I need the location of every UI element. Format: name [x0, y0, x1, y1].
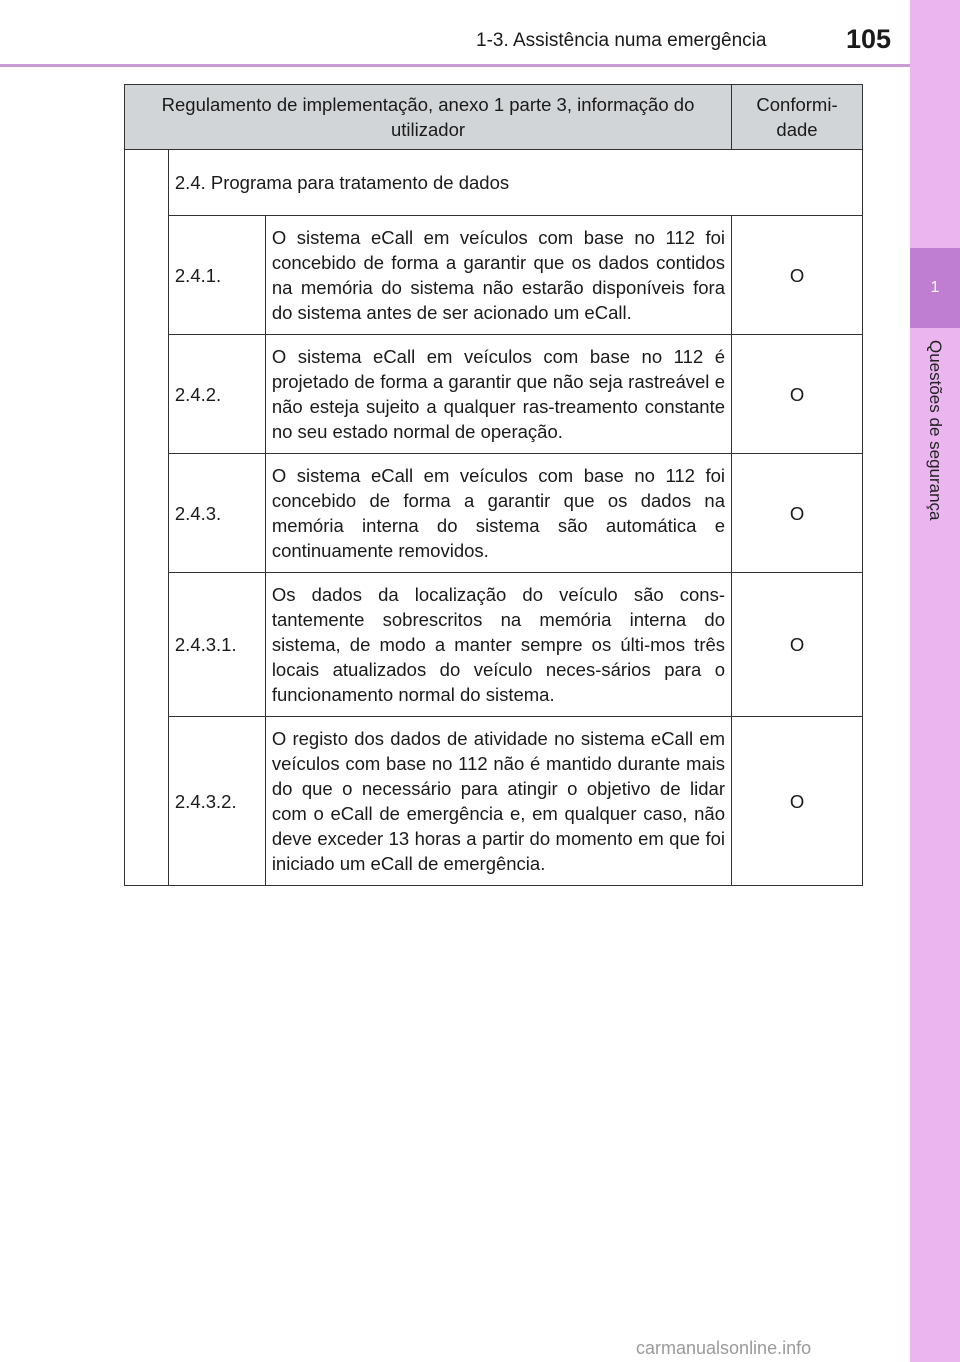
chapter-title: Questões de segurança	[926, 340, 945, 521]
regulation-table	[124, 84, 863, 886]
row-number: 2.4.1.	[168, 216, 265, 335]
table-row	[125, 717, 863, 886]
table-row	[125, 573, 863, 717]
chapter-title-container	[910, 340, 960, 570]
chapter-number: 1	[910, 248, 960, 328]
row-text: Os dados da localização do veículo são cons-tantemente sobrescritos na memória interna do sistema, de modo a manter sempre os últi-mos três locais atualizados do veículo neces-sários para o funcionamento normal do sistema.	[265, 573, 731, 717]
table-row	[125, 335, 863, 454]
section-title: 1-3. Assistência numa emergência	[476, 30, 767, 51]
row-number: 2.4.3.	[168, 454, 265, 573]
header-rule	[0, 64, 910, 67]
row-text: O sistema eCall em veículos com base no 112 foi concebido de forma a garantir que os dados contidos na memória do sistema não estarão disponíveis fora do sistema antes de ser acionado um eCall.	[265, 216, 731, 335]
regulation-header: Regulamento de implementação, anexo 1 parte 3, informação do utilizador	[125, 85, 732, 150]
row-conformity: O	[732, 573, 863, 717]
row-conformity: O	[732, 335, 863, 454]
table-row	[125, 454, 863, 573]
row-text: O registo dos dados de atividade no sistema eCall em veículos com base no 112 não é mantido durante mais do que o necessário para atingir o objetivo de lidar com o eCall de emergência e, em qualquer caso, não deve exceder 13 horas a partir do momento em que foi iniciado um eCall de emergência.	[265, 717, 731, 886]
indent-cell	[125, 150, 169, 886]
row-conformity: O	[732, 216, 863, 335]
row-text: O sistema eCall em veículos com base no 112 é projetado de forma a garantir que não seja rastreável e não esteja sujeito a qualquer ras-treamento constante no seu estado normal de operação.	[265, 335, 731, 454]
row-number: 2.4.3.2.	[168, 717, 265, 886]
subheading-row	[125, 150, 863, 216]
subheading: 2.4. Programa para tratamento de dados	[168, 150, 862, 216]
row-number: 2.4.3.1.	[168, 573, 265, 717]
row-number: 2.4.2.	[168, 335, 265, 454]
row-conformity: O	[732, 454, 863, 573]
table-header-row	[125, 85, 863, 150]
watermark: carmanualsonline.info	[636, 1338, 812, 1358]
side-tab	[910, 0, 960, 1362]
conformity-header: Conformi-dade	[732, 85, 863, 150]
page-number: 105	[846, 24, 892, 54]
table-row	[125, 216, 863, 335]
row-conformity: O	[732, 717, 863, 886]
row-text: O sistema eCall em veículos com base no 112 foi concebido de forma a garantir que os dados na memória interna do sistema são automática e continuamente removidos.	[265, 454, 731, 573]
